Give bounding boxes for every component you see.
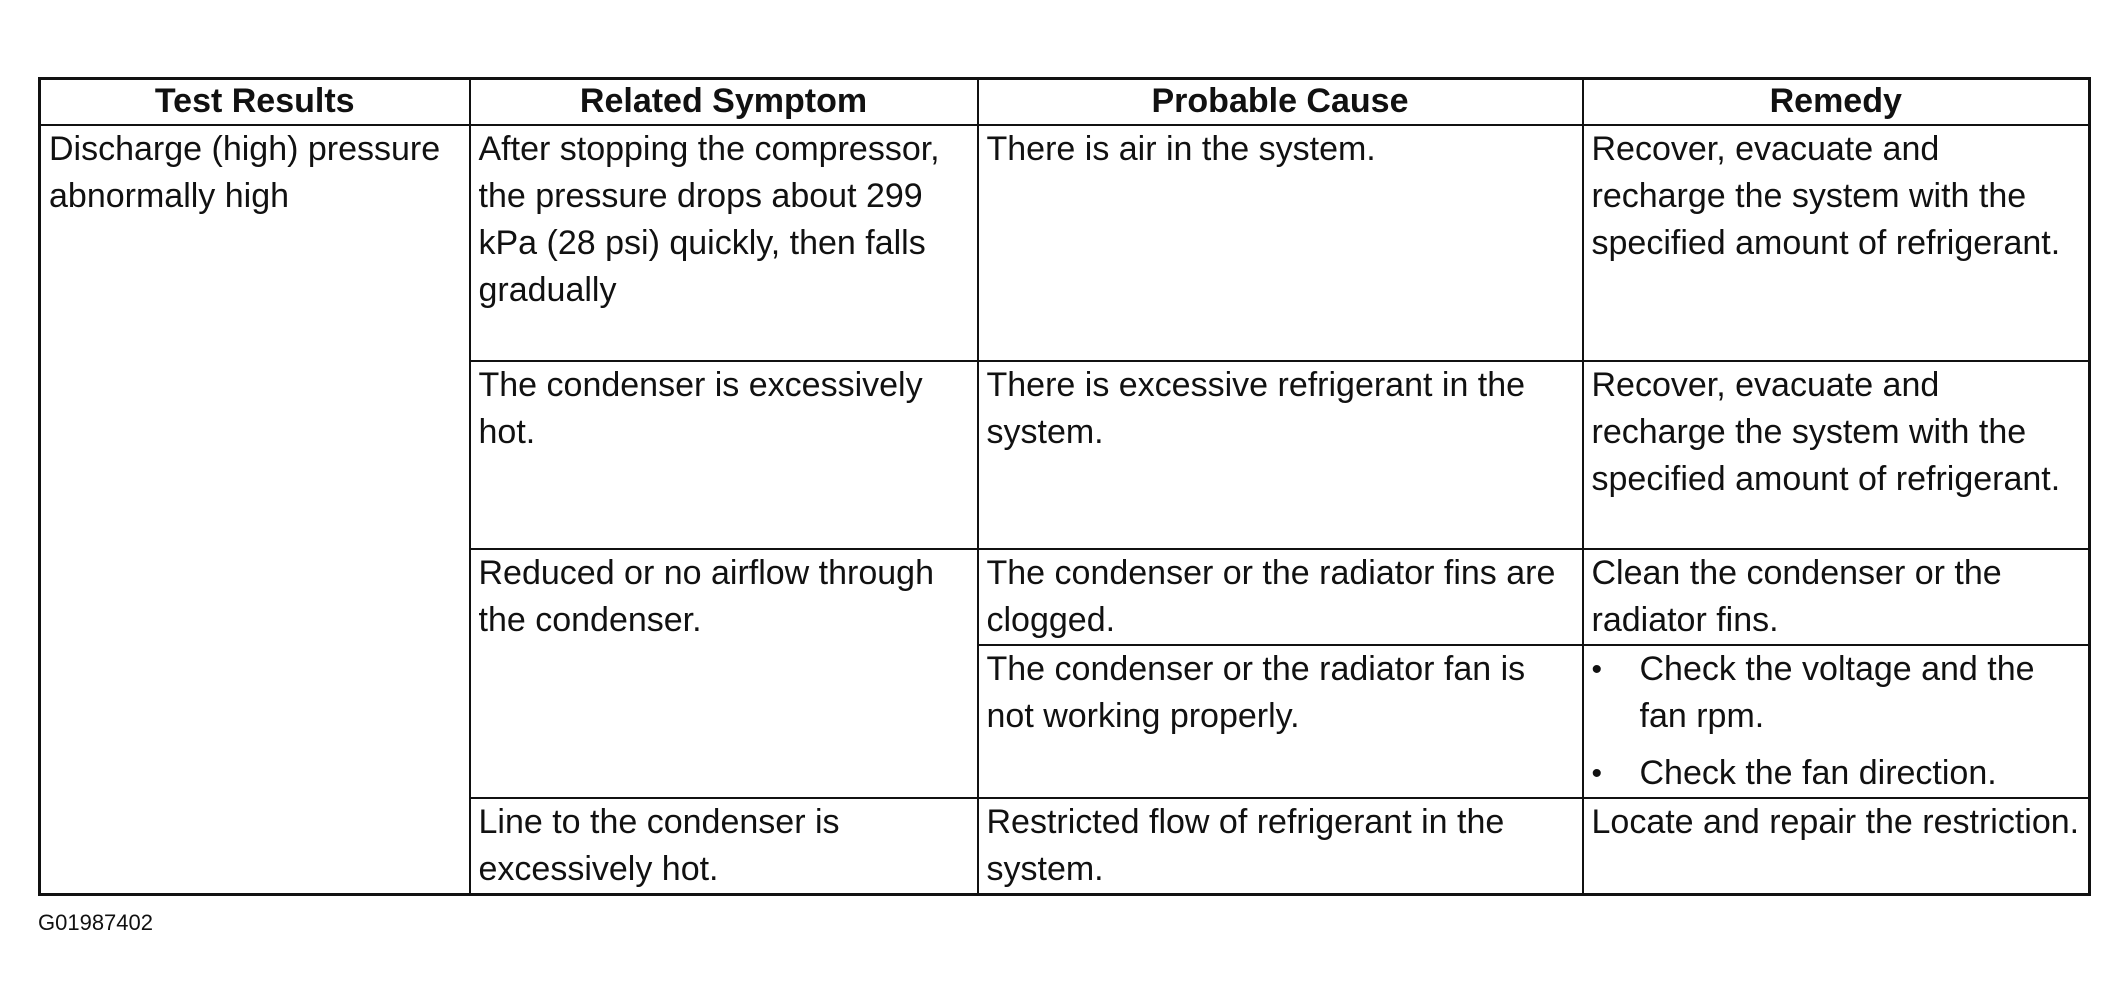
diagnosis-table xyxy=(38,77,2091,896)
bullet-icon: • xyxy=(1591,653,1603,686)
cause-cell: The condenser or the radiator fins are clogged. xyxy=(978,549,1583,645)
figure-id: G01987402 xyxy=(38,910,153,935)
cause-cell: There is excessive refrigerant in the system. xyxy=(978,361,1583,549)
test-result-cell: Discharge (high) pressure abnormally high xyxy=(40,125,470,895)
remedy-bullet-list xyxy=(1592,646,2081,797)
symptom-cell: The condenser is excessively hot. xyxy=(470,361,978,549)
bullet-icon: • xyxy=(1591,757,1603,790)
cause-cell: The condenser or the radiator fan is not working properly. xyxy=(978,645,1583,798)
header-test-results: Test Results xyxy=(40,79,470,126)
remedy-cell: Recover, evacuate and recharge the system with the specified amount of refrigerant. xyxy=(1583,361,2090,549)
symptom-cell: Reduced or no airflow through the condenser. xyxy=(470,549,978,798)
remedy-bullet-text: Check the fan direction. xyxy=(1639,754,1997,792)
symptom-cell: After stopping the compressor, the pressure drops about 299 kPa (28 psi) quickly, then falls gradually xyxy=(470,125,978,361)
table-row xyxy=(40,125,2090,361)
remedy-cell xyxy=(1583,645,2090,798)
remedy-bullet-text: Check the voltage and the fan rpm. xyxy=(1639,650,2035,735)
cause-cell: There is air in the system. xyxy=(978,125,1583,361)
header-remedy: Remedy xyxy=(1583,79,2090,126)
remedy-cell: Recover, evacuate and recharge the system with the specified amount of refrigerant. xyxy=(1583,125,2090,361)
list-item xyxy=(1592,750,2081,797)
remedy-cell: Clean the condenser or the radiator fins. xyxy=(1583,549,2090,645)
header-row xyxy=(40,79,2090,126)
header-probable-cause: Probable Cause xyxy=(978,79,1583,126)
header-related-symptom: Related Symptom xyxy=(470,79,978,126)
remedy-cell: Locate and repair the restriction. xyxy=(1583,798,2090,895)
cause-cell: Restricted flow of refrigerant in the system. xyxy=(978,798,1583,895)
symptom-cell: Line to the condenser is excessively hot. xyxy=(470,798,978,895)
list-item xyxy=(1592,646,2081,740)
